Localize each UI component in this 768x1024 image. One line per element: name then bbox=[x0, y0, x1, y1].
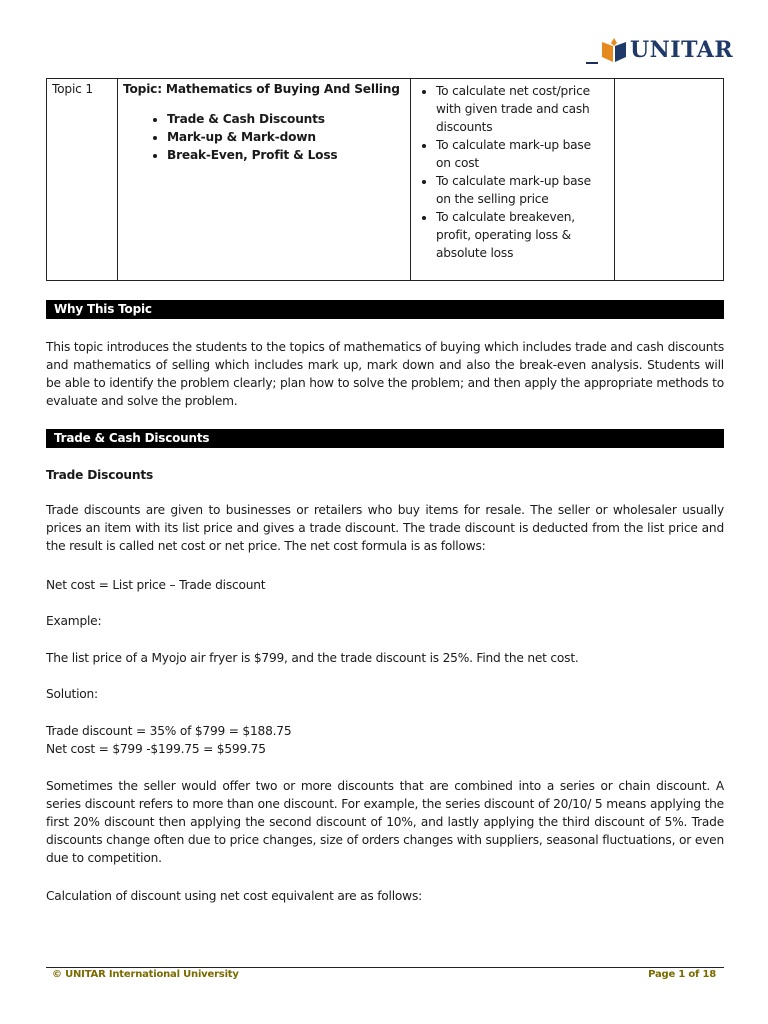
objective-list bbox=[416, 82, 609, 262]
subtopic-item: • Trade & Cash Discounts bbox=[167, 110, 405, 128]
footer-copyright: © UNITAR International University bbox=[52, 969, 239, 980]
solution-label: Solution: bbox=[46, 687, 98, 701]
page-number: Page 1 of 18 bbox=[648, 969, 716, 980]
section-heading-trade: Trade & Cash Discounts bbox=[46, 429, 724, 448]
objective-item: • To calculate breakeven, profit, operating loss & absolute loss bbox=[436, 208, 609, 262]
topic-number-cell bbox=[47, 79, 118, 281]
section-heading-why: Why This Topic bbox=[46, 300, 724, 319]
example-label: Example: bbox=[46, 614, 102, 628]
solution-line-1: Trade discount = 35% of $799 = $188.75 bbox=[46, 724, 292, 738]
example-text: The list price of a Myojo air fryer is $799, and the trade discount is 25%. Find the net cost. bbox=[46, 651, 579, 665]
trade-paragraph-3: Calculation of discount using net cost equivalent are as follows: bbox=[46, 889, 423, 903]
unitar-logo bbox=[586, 36, 733, 64]
topic-content-cell bbox=[118, 79, 411, 281]
subheading-trade-discounts: Trade Discounts bbox=[46, 468, 154, 482]
objective-item: • To calculate mark-up base on the selling price bbox=[436, 172, 609, 208]
objective-item: • To calculate net cost/price with given trade and cash discounts bbox=[436, 82, 609, 136]
net-cost-formula: Net cost = List price – Trade discount bbox=[46, 578, 266, 592]
topic-number: Topic 1 bbox=[52, 82, 93, 96]
solution-line-2: Net cost = $799 -$199.75 = $599.75 bbox=[46, 742, 266, 756]
trade-paragraph-2: Sometimes the seller would offer two or more discounts that are combined into a series or chain discount. A series discount refers to more than one discount. For example, the series discount of 20/10/ 5 means applying the first 20% discount then applying the second discount of 10%, and lastly applying the third discount of 5%. Trade discounts change often due to price changes, size of orders changes with suppliers, seasonal fluctuations, or even due to competition. bbox=[46, 779, 724, 865]
subtopic-item: • Break-Even, Profit & Loss bbox=[167, 146, 405, 164]
objective-item: • To calculate mark-up base on cost bbox=[436, 136, 609, 172]
footer-divider bbox=[46, 967, 724, 968]
objectives-cell bbox=[411, 79, 615, 281]
page-footer bbox=[52, 969, 716, 980]
topic-title: Topic: Mathematics of Buying And Selling bbox=[123, 82, 400, 96]
subtopic-item: • Mark-up & Mark-down bbox=[167, 128, 405, 146]
brand-name: UNITAR bbox=[630, 37, 734, 63]
book-icon bbox=[600, 36, 628, 64]
why-paragraph: This topic introduces the students to the topics of mathematics of buying which includes trade and cash discounts and mathematics of selling which includes mark up, mark down and also the break-even analysis. Students will be able to identify the problem clearly; plan how to solve the problem; and then apply the appropriate methods to evaluate and solve the problem. bbox=[46, 340, 724, 408]
subtopic-list bbox=[123, 110, 405, 164]
topic-table bbox=[46, 78, 724, 281]
empty-cell bbox=[615, 79, 724, 281]
trade-paragraph-1: Trade discounts are given to businesses or retailers who buy items for resale. The seller or wholesaler usually prices an item with its list price and gives a trade discount. The trade discount is deducted from the list price and the result is called net cost or net price. The net cost formula is as follows: bbox=[46, 503, 724, 553]
logo-dash bbox=[586, 62, 598, 64]
